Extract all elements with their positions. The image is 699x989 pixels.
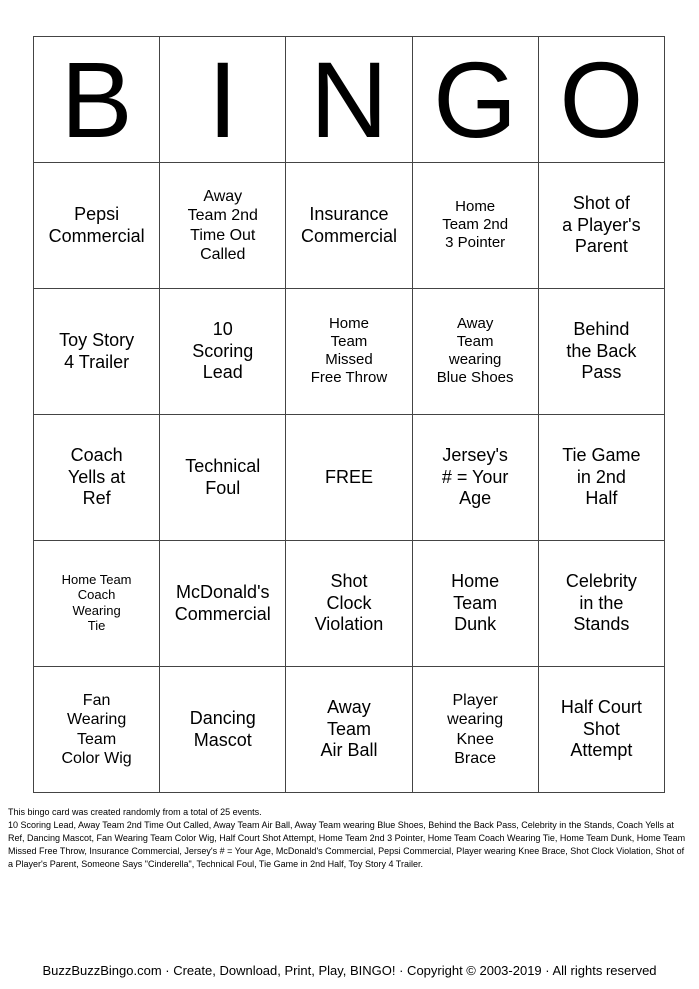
bingo-cell: [34, 667, 160, 793]
cell-label: Fan Wearing Team Color Wig: [61, 692, 132, 767]
header-letter-o: O: [538, 37, 664, 163]
card-row-4: [34, 541, 665, 667]
cell-label: 10 Scoring Lead: [192, 319, 254, 383]
cell-label: Player wearing Knee Brace: [447, 692, 504, 767]
cell-label: Half Court Shot Attempt: [560, 697, 642, 761]
cell-label: Pepsi Commercial: [48, 203, 145, 246]
header-row: [34, 37, 665, 163]
cell-label: McDonald's Commercial: [174, 581, 271, 624]
bingo-cell: [538, 415, 664, 541]
header-letter-i: I: [160, 37, 286, 163]
bingo-cell: [412, 667, 538, 793]
bingo-cell: [160, 289, 286, 415]
bingo-cell: [538, 541, 664, 667]
cell-label: Celebrity in the Stands: [565, 571, 637, 635]
bingo-cell: [538, 667, 664, 793]
bingo-cell: [34, 415, 160, 541]
cell-label: Shot of a Player's Parent: [562, 193, 641, 257]
card-info-summary: This bingo card was created randomly from a total of 25 events.: [8, 807, 262, 817]
bingo-cell: [412, 415, 538, 541]
bingo-cell: [160, 163, 286, 289]
cell-label: Technical Foul: [185, 455, 261, 498]
cell-label: Home Team Dunk: [451, 571, 500, 635]
cell-label: Coach Yells at Ref: [67, 445, 126, 509]
card-row-2: [34, 289, 665, 415]
cell-label: Insurance Commercial: [300, 203, 397, 246]
cell-label: Jersey's # = Your Age: [441, 445, 509, 509]
site-footer: BuzzBuzzBingo.com · Create, Download, Print, Play, BINGO! · Copyright © 2003-2019 · All rights reserved: [42, 963, 657, 978]
cell-label: Home Team 2nd 3 Pointer: [442, 198, 509, 252]
cell-label: Toy Story 4 Trailer: [59, 329, 135, 372]
cell-label: Shot Clock Violation: [314, 571, 384, 635]
bingo-cell: [34, 289, 160, 415]
cell-label: Away Team wearing Blue Shoes: [436, 315, 514, 387]
bingo-cell: [286, 541, 412, 667]
bingo-cell: [538, 289, 664, 415]
card-row-5: [34, 667, 665, 793]
cell-label: Home Team Coach Wearing Tie: [61, 571, 132, 634]
card-row-1: [34, 163, 665, 289]
header-letter-b: B: [34, 37, 160, 163]
header-letter-g: G: [412, 37, 538, 163]
bingo-cell: [286, 163, 412, 289]
free-space-label: FREE: [324, 466, 373, 487]
cell-label: Home Team Missed Free Throw: [310, 315, 388, 387]
bingo-cell: [286, 289, 412, 415]
event-list: 10 Scoring Lead, Away Team 2nd Time Out Called, Away Team Air Ball, Away Team wearing Blue Shoes, Behind the Back Pass, Celebrity in the Stands, Coach Yells at Ref, Dancing Mascot, Fan Wearing Team Color Wig, Half Court Shot Attempt, Home Team 2nd 3 Pointer, Home Team Coach Wearing Tie, Home Team Dunk, Home Team Missed Free Throw, Insurance Commercial, Jersey's # = Your Age, McDonald's Commercial, Pepsi Commercial, Player wearing Knee Brace, Shot Clock Violation, Shot of a Player's Parent, Someone Says "Cinderella", Technical Foul, Tie Game in 2nd Half, Toy Story 4 Trailer.: [8, 820, 686, 870]
cell-label: Dancing Mascot: [189, 707, 256, 750]
bingo-cell: [160, 541, 286, 667]
bingo-cell: [412, 163, 538, 289]
cell-label: Tie Game in 2nd Half: [562, 445, 641, 509]
card-row-3: [34, 415, 665, 541]
bingo-cell: [160, 667, 286, 793]
cell-label: Away Team Air Ball: [320, 697, 378, 761]
bingo-cell: [160, 415, 286, 541]
bingo-cell: [412, 289, 538, 415]
cell-label: Behind the Back Pass: [566, 319, 637, 383]
free-space-cell: [286, 415, 412, 541]
bingo-card: [33, 36, 665, 793]
bingo-cell: [34, 163, 160, 289]
bingo-cell: [538, 163, 664, 289]
bingo-cell: [34, 541, 160, 667]
cell-label: Away Team 2nd Time Out Called: [187, 188, 258, 263]
card-info-note: [8, 806, 686, 871]
bingo-cell: [412, 541, 538, 667]
bingo-cell: [286, 667, 412, 793]
header-letter-n: N: [286, 37, 412, 163]
